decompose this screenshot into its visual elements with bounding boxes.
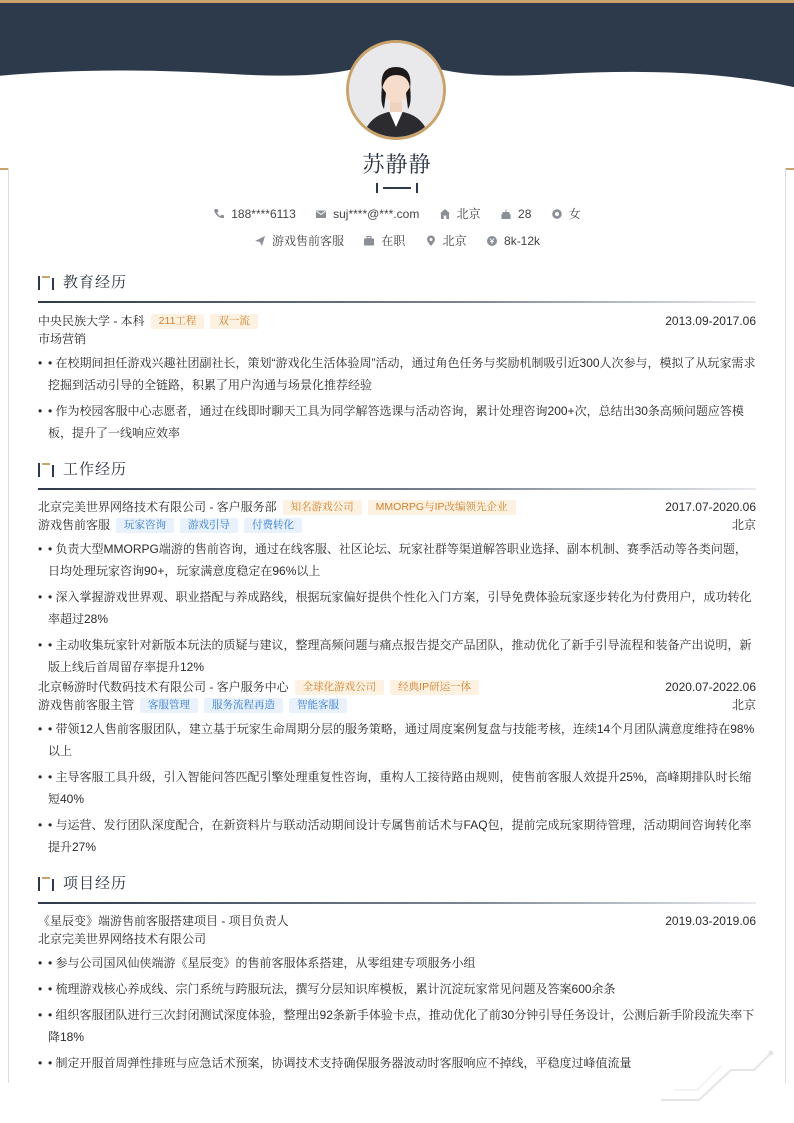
section-bar-icon xyxy=(38,463,56,477)
gender-text: 女 xyxy=(568,207,581,221)
role-tag: 付费转化 xyxy=(244,518,302,533)
education-tag: 双一流 xyxy=(210,314,258,329)
briefcase-icon xyxy=(363,235,375,247)
cake-icon xyxy=(500,208,512,220)
work-bullet: • • 主导客服工具升级，引入智能问答匹配引擎处理重复性咨询，重构人工接待路由规则，使售前客服人效提升25%，高峰期排队时长缩短40% xyxy=(38,766,756,810)
work-bullet: • • 负责大型MMORPG端游的售前咨询，通过在线客服、社区论坛、玩家社群等渠道解答职业选择、副本机制、赛季活动等各类问题，日均处理玩家咨询90+，玩家满意度稳定在96%以上 xyxy=(38,538,756,582)
work-city: 北京 xyxy=(731,518,756,532)
role-tag: 玩家咨询 xyxy=(116,518,174,533)
education-bullet: • • 在校期间担任游戏兴趣社团副社长，策划“游戏化生活体验周”活动，通过角色任务与奖励机制吸引近300人次参与，模拟了从玩家需求挖掘到活动引导的全链路，积累了用户沟通与场景化推荐经验 xyxy=(38,352,756,396)
section-bar-icon xyxy=(38,877,56,891)
section-title-work: 工作经历 xyxy=(63,461,128,478)
location-icon xyxy=(425,235,437,247)
age-item xyxy=(500,207,531,221)
education-tag: 211工程 xyxy=(151,314,205,329)
project-header xyxy=(38,912,756,930)
email-item xyxy=(315,207,419,221)
section-rule xyxy=(38,301,756,303)
project-bullet: • • 组织客服团队进行三次封闭测试深度体验，整理出92条新手体验卡点，推动优化了前30分钟引导任务设计，公测后新手阶段流失率下降18% xyxy=(38,1004,756,1048)
location-item xyxy=(439,205,481,222)
gender-icon xyxy=(551,208,563,220)
role-tag: 服务流程再造 xyxy=(204,698,283,713)
work-bullet: • • 带领12人售前客服团队，建立基于玩家生命周期分层的服务策略，通过周度案例复盘与技能考核，连续14个月团队满意度维持在98%以上 xyxy=(38,718,756,762)
work-date: 2017.07-2020.06 xyxy=(665,500,756,514)
phone-icon xyxy=(213,208,225,220)
right-border-line xyxy=(785,168,786,1083)
company-tag: MMORPG与IP改编领先企业 xyxy=(368,500,516,515)
work-bullets xyxy=(38,718,756,858)
contact-row xyxy=(0,205,794,222)
location-text: 北京 xyxy=(456,207,481,221)
salary-text: 8k-12k xyxy=(504,233,541,248)
phone-item xyxy=(213,207,296,221)
work-company: 北京完美世界网络技术有限公司 - 客户服务部 xyxy=(38,500,277,514)
work-entry-1 xyxy=(38,498,756,678)
education-entry xyxy=(38,312,756,444)
send-icon xyxy=(254,235,266,247)
section-title-projects: 项目经历 xyxy=(63,875,128,892)
project-date: 2019.03-2019.06 xyxy=(665,914,756,928)
work-city: 北京 xyxy=(731,698,756,712)
work-header xyxy=(38,678,756,696)
name-divider xyxy=(376,183,418,193)
avatar xyxy=(349,43,443,137)
status-item xyxy=(363,232,405,249)
avatar-frame xyxy=(346,40,446,140)
header-gold-line xyxy=(0,0,794,3)
work-bullets xyxy=(38,538,756,678)
role-tag: 游戏引导 xyxy=(180,518,238,533)
status-text: 在职 xyxy=(381,234,406,248)
target-position-item xyxy=(254,232,344,249)
section-work xyxy=(38,458,756,482)
work-date: 2020.07-2022.06 xyxy=(665,680,756,694)
section-bar-icon xyxy=(38,276,56,290)
education-bullet: • • 作为校园客服中心志愿者，通过在线即时聊天工具为同学解答选课与活动咨询，累计处理咨询200+次，总结出30条高频问题应答模板，提升了一线响应效率 xyxy=(38,400,756,444)
project-bullets xyxy=(38,952,756,1074)
education-header xyxy=(38,312,756,330)
company-tag: 知名游戏公司 xyxy=(283,500,362,515)
target-city-text: 北京 xyxy=(442,234,467,248)
salary-item xyxy=(486,234,540,248)
work-role-row xyxy=(38,696,756,714)
education-major: 市场营销 xyxy=(38,332,87,346)
candidate-name: 苏静静 xyxy=(362,152,432,177)
project-bullet: • • 制定开服首周弹性排班与应急话术预案，协调技术支持确保服务器波动时客服响应不掉线，平稳度过峰值流量 xyxy=(38,1052,756,1074)
project-bullet: • • 梳理游戏核心养成线、宗门系统与跨服玩法，撰写分层知识库模板，累计沉淀玩家常见问题及答案600余条 xyxy=(38,978,756,1000)
project-bullet: • • 参与公司国风仙侠端游《星辰变》的售前客服体系搭建，从零组建专项服务小组 xyxy=(38,952,756,974)
work-bullet: • • 主动收集玩家针对新版本玩法的质疑与建议，整理高频问题与痛点报告提交产品团队，推动优化了新手引导流程和装备产出说明，新版上线后首周留存率提升12% xyxy=(38,634,756,678)
work-entry-2 xyxy=(38,678,756,858)
role-tag: 智能客服 xyxy=(289,698,347,713)
work-bullet: • • 深入掌握游戏世界观、职业搭配与养成路线，根据玩家偏好提供个性化入门方案，引导免费体验玩家逐步转化为付费用户，成功转化率超过28% xyxy=(38,586,756,630)
section-rule xyxy=(38,902,756,904)
work-role: 游戏售前客服 xyxy=(38,518,111,532)
section-rule xyxy=(38,488,756,490)
salary-icon xyxy=(486,235,498,247)
target-position-text: 游戏售前客服 xyxy=(271,234,344,248)
job-intent-row xyxy=(0,232,794,249)
work-company: 北京畅游时代数码技术有限公司 - 客户服务中心 xyxy=(38,680,289,694)
project-title: 《星辰变》端游售前客服搭建项目 - 项目负责人 xyxy=(38,914,289,928)
work-header xyxy=(38,498,756,516)
role-tag: 客服管理 xyxy=(140,698,198,713)
gender-item xyxy=(551,205,581,222)
home-icon xyxy=(439,208,451,220)
phone-text: 188****6113 xyxy=(231,206,296,221)
work-bullet: • • 与运营、发行团队深度配合，在新资料片与联动活动期间设计专属售前话术与FAQ包，提前完成玩家期待管理，活动期间咨询转化率提升27% xyxy=(38,814,756,858)
education-title: 中央民族大学 - 本科 xyxy=(38,314,145,328)
project-company: 北京完美世界网络技术有限公司 xyxy=(38,932,207,946)
corner-decoration xyxy=(659,1050,774,1105)
project-entry xyxy=(38,912,756,1074)
work-role-row xyxy=(38,516,756,534)
section-education xyxy=(38,271,756,295)
mail-icon xyxy=(315,208,327,220)
education-bullets xyxy=(38,352,756,444)
email-text: suj****@***.com xyxy=(333,206,420,221)
company-tag: 经典IP研运一体 xyxy=(390,680,479,695)
age-text: 28 xyxy=(518,206,532,221)
section-title-education: 教育经历 xyxy=(63,274,128,291)
education-date: 2013.09-2017.06 xyxy=(665,314,756,328)
left-border-line xyxy=(8,168,9,1083)
work-role: 游戏售前客服主管 xyxy=(38,698,135,712)
target-city-item xyxy=(425,232,467,249)
company-tag: 全球化游戏公司 xyxy=(295,680,385,695)
section-projects xyxy=(38,872,756,896)
